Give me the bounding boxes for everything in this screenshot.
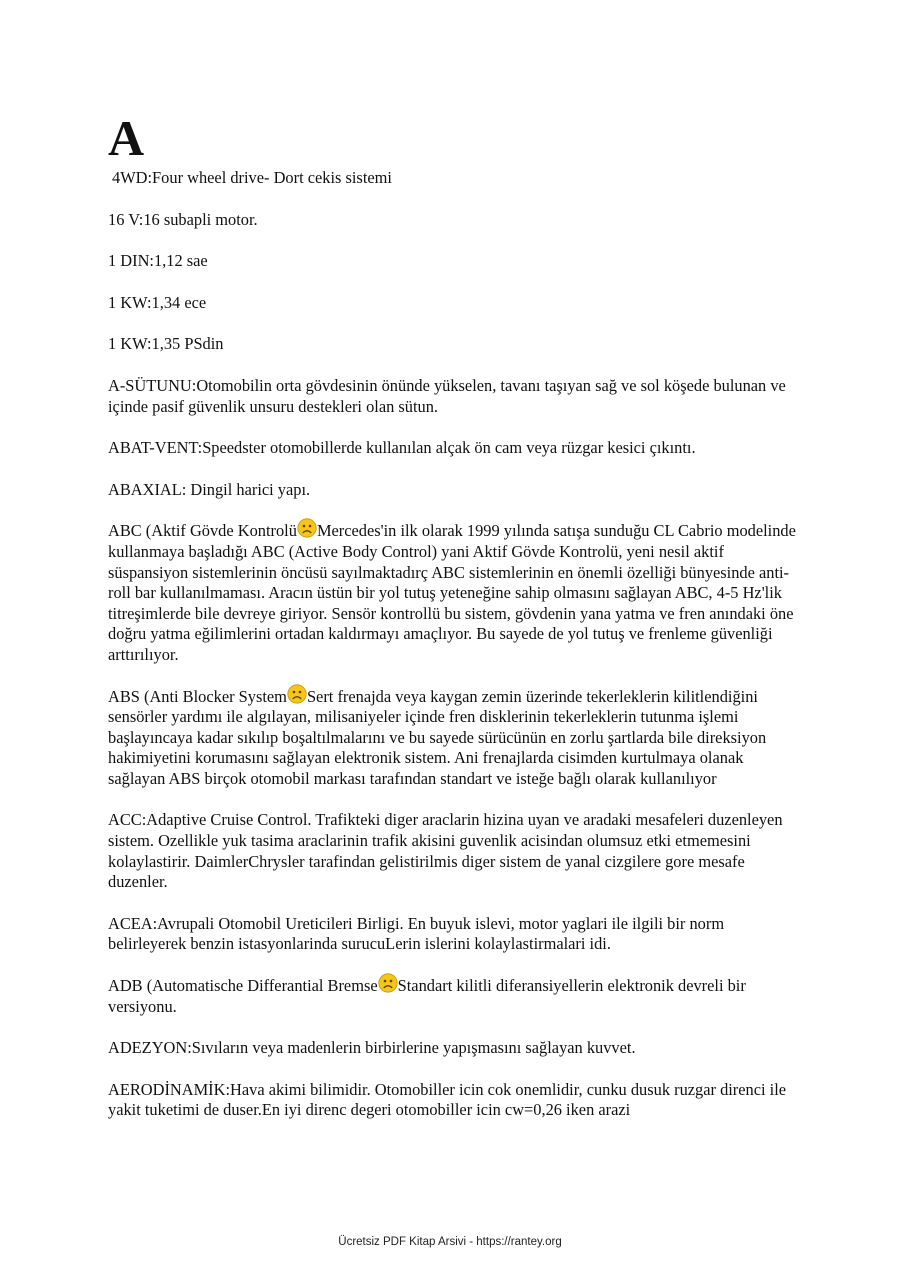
entry-a-sutunu: A-SÜTUNU:Otomobilin orta gövdesinin önünde yükselen, tavanı taşıyan sağ ve sol köşede bulunan ve içinde pasif güvenlik unsuru destekleri olan sütun. — [108, 375, 786, 416]
entry-abc-term: ABC (Aktif Gövde Kontrolü — [108, 521, 297, 541]
entry-4wd: 4WD:Four wheel drive- Dort cekis sistemi — [112, 168, 392, 187]
entry-abat-vent: ABAT-VENT:Speedster otomobillerde kullanılan alçak ön cam veya rüzgar kesici çıkıntı. — [108, 438, 696, 458]
entry-16v: 16 V:16 subapli motor. — [108, 209, 258, 229]
entry-abs — [108, 687, 798, 790]
entry-abs-term: ABS (Anti Blocker System — [108, 686, 287, 706]
entry-adb — [108, 976, 798, 1017]
entry-acea: ACEA:Avrupali Otomobil Ureticileri Birligi. En buyuk islevi, motor yaglari ile ilgili bir norm belirleyerek benzin istasyonlarinda surucuLerin islerini kolaylastirmalari idi. — [108, 913, 725, 954]
page-footer: Ücretsiz PDF Kitap Arsivi - https://rantey.org — [338, 1236, 562, 1248]
sad-face-icon — [378, 973, 398, 993]
entry-acc: ACC:Adaptive Cruise Control. Trafikteki diger araclarin hizina uyan ve aradaki mesafeleri duzenleyen sistem. Ozellikle yuk tasima araclarinin trafik akisini guvenlik acisindan olumsuz etki etmemesini kolaylastirir. DaimlerChrysler tarafindan gelistirilmis diger sistem de yanal cizgilere gore mesafe duzenler. — [108, 810, 783, 892]
entry-abs-text: Sert frenajda veya kaygan zemin üzerinde tekerleklerin kilitlendiğini sensörler yardımı ile algılayan, milisaniyeler içinde fren disklerinin tekerleklerin tutunma işlemi başlayıncaya kadar sıkılıp boşaltılmalarını ve bu sayede sürücünün en zorlu şartlarda bile direksiyon hakimiyetini korumasını sağlayan elektronik sistem. Ani frenajlarda cisimden kurtulmaya olanak sağlayan ABS birçok otomobil markası tarafından standart ve isteğe bağlı olarak kullanılıyor — [108, 686, 767, 788]
entry-adezyon: ADEZYON:Sıvıların veya madenlerin birbirlerine yapışmasını sağlayan kuvvet. — [108, 1038, 636, 1058]
entry-abc-text: Mercedes'in ilk olarak 1999 yılında satışa sunduğu CL Cabrio modelinde kullanmaya başladığı ABC (Active Body Control) yani Aktif Gövde Kontrolü, yeni nesil aktif süspansiyon sistemlerinin öncüsü sayılmaktadırç ABC sistemlerinin en önemli özelliği bünyesinde anti-roll bar kullanılmaması. Aracın üstün bir yol tutuş yeteneğine sahip olmasını sağlayan ABC, 4-5 Hz'lik titreşimlerde bile devreye giriyor. Sensör kontrollü bu sistem, gövdenin yana yatma ve fren anındaki öne doğru yatma eğilimlerini ortadan kaldırmayı amaçlıyor. Bu sayede de yol tutuş ve frenleme güvenliği arttırılıyor. — [108, 521, 796, 664]
entry-1din: 1 DIN:1,12 sae — [108, 251, 208, 271]
sad-face-icon — [287, 684, 307, 704]
sad-face-icon — [297, 518, 317, 538]
entry-adb-text: Standart kilitli diferansiyellerin elektronik devreli bir versiyonu. — [108, 976, 746, 1016]
entry-1kw-ece: 1 KW:1,34 ece — [108, 292, 207, 312]
document-page — [108, 110, 798, 1142]
section-heading: A — [108, 110, 145, 166]
entry-aerodinamik: AERODİNAMİK:Hava akimi bilimidir. Otomobiller icin cok onemlidir, cunku dusuk ruzgar direnci ile yakit tuketimi de duser.En iyi direnc degeri otomobiller icin cw=0,26 iken arazi — [108, 1079, 787, 1120]
entry-abc — [108, 521, 798, 665]
entry-1kw-psdin: 1 KW:1,35 PSdin — [108, 334, 224, 354]
entry-adb-term: ADB (Automatische Differantial Bremse — [108, 976, 378, 996]
entry-abaxial: ABAXIAL: Dingil harici yapı. — [108, 479, 311, 499]
